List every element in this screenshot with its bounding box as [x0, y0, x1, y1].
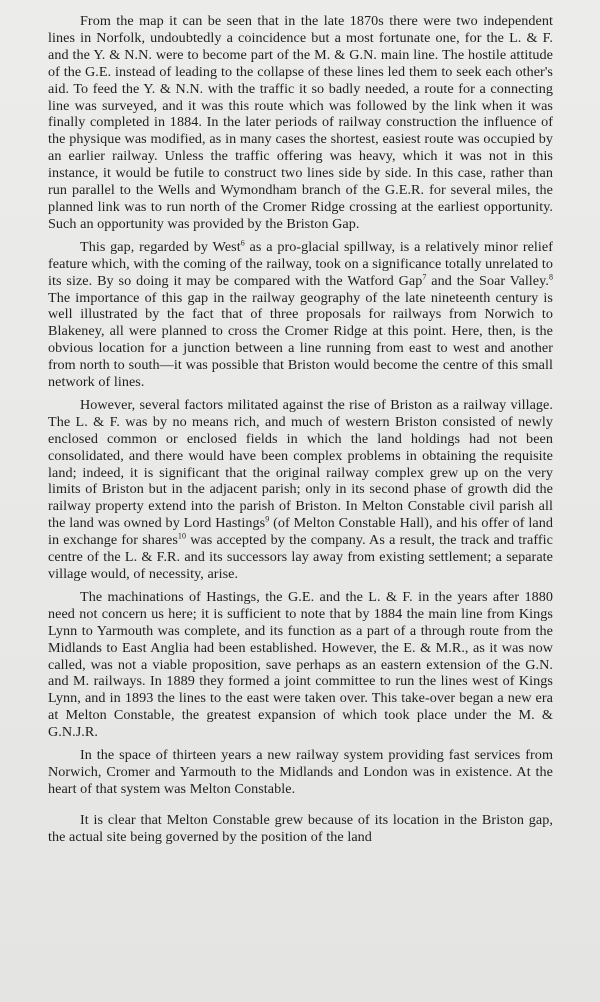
footnote-marker: 6	[240, 238, 245, 248]
body-paragraph	[48, 589, 553, 741]
body-paragraph	[48, 397, 553, 583]
body-paragraph	[48, 239, 553, 391]
paragraph-text: (of Melton Constable Hall), and his offer of land in exchange for shares	[48, 515, 553, 549]
body-paragraph	[48, 747, 553, 798]
paragraph-text: as a pro-glacial spillway, is a relatively minor relief feature which, with the coming of the railway, took on a significance totally unrelated to its size. By so doing it may be compared with the Watford Gap	[48, 238, 554, 289]
paragraph-text: In the space of thirteen years a new railway system providing fast services from Norwich, Cromer and Yarmouth to the Midlands and London was in existence. At the heart of that system was Melton Constable.	[48, 747, 553, 797]
paragraph-text: was accepted by the company. As a result, the track and traffic centre of the L. & F.R. and its successors lay away from existing settlement; a separate village would, of necessity, arise.	[48, 532, 553, 582]
paragraph-text: It is clear that Melton Constable grew because of its location in the Briston gap, the actual site being governed by the position of the land	[48, 811, 553, 845]
footnote-marker: 9	[265, 514, 270, 524]
footnote-marker: 10	[177, 531, 187, 541]
body-paragraph	[48, 13, 553, 233]
footnote-marker: 8	[548, 271, 553, 281]
paragraph-text: However, several factors militated against the rise of Briston as a railway village. The L. & F. was by no means rich, and much of western Briston consisted of newly enclosed common or enclosed fields in which the land holdings had not been consolidated, and there would have been complex problems in obtaining the requisite land; indeed, it is significant that the original railway complex grew up on the very limits of Briston but in the adjacent parish; only in its second phase of growth did the railway property extend into the parish of Briston. In Melton Constable civil parish all the land was owned by Lord Hastings	[48, 396, 553, 532]
paragraph-text: The machinations of Hastings, the G.E. and the L. & F. in the years after 1880 need not concern us here; it is sufficient to note that by 1884 the main line from Kings Lynn to Yarmouth was complete, and its function as a part of a through route from the Midlands to East Anglia had been established. However, the E. & M.R., as it was now called, was not a viable proposition, save perhaps as an eastern extension of the G.N. and M. railways. In 1889 they formed a joint committee to run the lines west of Kings Lynn, and in 1893 the lines to the east were taken over. This take-over began a new era at Melton Constable, the greatest expansion of which took place under the M. & G.N.J.R.	[48, 588, 553, 741]
body-paragraph	[48, 812, 553, 846]
paragraph-text: and the Soar Valley.	[426, 272, 549, 289]
footnote-marker: 7	[422, 271, 427, 281]
paragraph-text: This gap, regarded by West	[80, 238, 241, 255]
paragraph-text: From the map it can be seen that in the late 1870s there were two independent lines in Norfolk, undoubtedly a coincidence but a most fortunate one, for the L. & F. and the Y. & N.N. were to become part of the M. & G.N. main line. The hostile attitude of the G.E. instead of leading to the collapse of these lines led them to seek each other's aid. To feed the Y. & N.N. with the traffic it so badly needed, a route for a connecting line was surveyed, and it was this route which was followed by the link when it was finally completed in 1884. In the later periods of railway construction the influence of the physique was modified, as in many cases the shortest, easiest route was occupied by an earlier railway. Unless the traffic offering was heavy, which it was not in this instance, it would be futile to construct two lines side by side. In this case, rather than run parallel to the Wells and Wymondham branch of the G.E.R. for several miles, the planned link was to run north of the Cromer Ridge crossing at the earliest opportunity. Such an opportunity was provided by the Briston Gap.	[48, 13, 553, 232]
paragraph-text: The importance of this gap in the railway geography of the late nineteenth century is well illustrated by the fact that of three proposals for railways from Norwich to Blakeney, all were planned to cross the Cromer Ridge at this point. Here, then, is the obvious location for a junction between a line running from east to west and another from north to south—it was possible that Briston would become the centre of this small network of lines.	[48, 289, 553, 391]
